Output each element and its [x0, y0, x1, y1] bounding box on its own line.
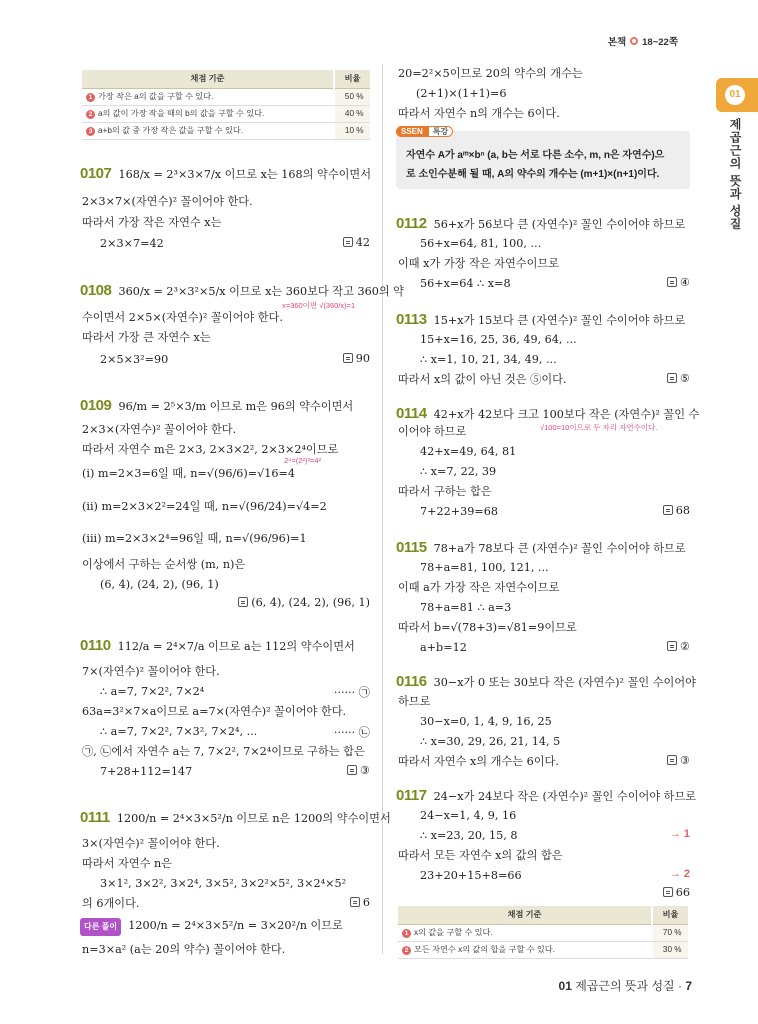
ssen-badge: SSEN 특강	[396, 126, 453, 137]
table-header-ratio: 비율	[334, 70, 370, 88]
solution-line: 수이면서 2×5×(자연수)² 꼴이어야 한다.	[82, 311, 283, 324]
solution-line: 따라서 x의 값이 아닌 것은 ⑤이다.	[398, 373, 567, 386]
solution-line: 78+a=81, 100, 121, ...	[420, 561, 549, 574]
solution-line: 20=2²×5이므로 20의 약수의 개수는	[398, 67, 583, 80]
side-note: x=360이면 √(360/x)=1	[282, 301, 356, 310]
solution-line: 78+a=81 ∴ a=3	[420, 601, 512, 614]
answer: ⑤	[667, 372, 690, 385]
solution-line: 56+x=64, 81, 100, ...	[420, 237, 542, 250]
solution-line: 56+x=64 ∴ x=8	[420, 277, 511, 290]
chapter-number: 01	[725, 85, 745, 105]
solution-line: 78+a가 78보다 큰 (자연수)² 꼴인 수이어야 하므로	[433, 542, 686, 555]
problem-number: 0109	[80, 397, 112, 414]
solution-line: 따라서 자연수 x의 개수는 6이다.	[398, 755, 559, 768]
grading-table-1	[82, 70, 370, 140]
answer: 68	[663, 504, 690, 517]
answer: 42	[343, 236, 370, 249]
solution-line: 24−x가 24보다 작은 (자연수)² 꼴인 수이어야 하므로	[433, 790, 697, 803]
solution-line: 7+22+39=68	[420, 505, 498, 518]
solution-line: ∴ a=7, 7×2², 7×3², 7×2⁴, ...	[100, 725, 258, 738]
solution-line: ∴ x=23, 20, 15, 8	[420, 829, 518, 842]
solution-line: 이때 x가 가장 작은 자연수이므로	[398, 257, 560, 270]
answer-icon	[350, 897, 360, 907]
table-row: 2 모든 자연수 x의 값의 합을 구할 수 있다. 30 %	[398, 941, 688, 958]
solution-line: 42+x=49, 64, 81	[420, 445, 517, 458]
page-footer: 01 제곱근의 뜻과 성질 · 7	[558, 979, 692, 993]
solution-line: 2×3×(자연수)² 꼴이어야 한다.	[82, 423, 237, 436]
footer-title: 제곱근의 뜻과 성질	[575, 979, 675, 993]
solution-line: 56+x가 56보다 큰 (자연수)² 꼴인 수이어야 하므로	[433, 218, 686, 231]
solution-line: (6, 4), (24, 2), (96, 1)	[100, 578, 219, 591]
chapter-tab	[716, 78, 758, 112]
solution-line: ∴ x=30, 29, 26, 21, 14, 5	[420, 735, 561, 748]
page-header	[608, 34, 678, 48]
answer-icon	[667, 641, 677, 651]
solution-line: 따라서 자연수 n의 개수는 6이다.	[398, 107, 560, 120]
solution-line: 2×5×3²=90	[100, 353, 169, 366]
solution-line: (i) m=2×3=6일 때, n=√(96/6)=√16=4	[82, 467, 296, 480]
answer-icon	[347, 765, 357, 775]
table-row: 3 a+b의 값 중 가장 작은 값을 구할 수 있다. 10 %	[82, 122, 370, 139]
answer: ④	[667, 276, 690, 289]
solution-line: a+b=12	[420, 641, 467, 654]
solution-line: 15+x가 15보다 큰 (자연수)² 꼴인 수이어야 하므로	[433, 314, 686, 327]
solution-line: 42+x가 42보다 크고 100보다 작은 (자연수)² 꼴인 수	[433, 408, 700, 421]
footer-chapter: 01	[558, 979, 572, 993]
problem-number: 0117	[396, 787, 427, 804]
answer-icon	[667, 373, 677, 383]
solution-line: 의 6개이다.	[82, 897, 140, 910]
solution-line: 따라서 자연수 n은	[82, 857, 172, 870]
circle-icon	[630, 37, 638, 45]
problem-number: 0107	[80, 165, 112, 182]
solution-line: 112/a = 2⁴×7/a 이므로 a는 112의 약수이면서	[117, 640, 355, 653]
chapter-title-vertical: 제곱근의 뜻과 성질	[728, 118, 742, 231]
solution-line: 15+x=16, 25, 36, 49, 64, ...	[420, 333, 577, 346]
answer: ②	[667, 640, 690, 653]
solution-line: 360/x = 2³×3²×5/x 이므로 x는 360보다 작고 360의 약	[118, 285, 404, 298]
answer: ③	[667, 754, 690, 767]
solution-line: 30−x가 0 또는 30보다 작은 (자연수)² 꼴인 수이어야	[433, 676, 696, 689]
solution-line: 168/x = 2³×3×7/x 이므로 x는 168의 약수이면서	[118, 168, 372, 181]
table-row: 1 x의 값을 구할 수 있다. 70 %	[398, 924, 688, 941]
ssen-line: 로 소인수분해 될 때, A의 약수의 개수는 (m+1)×(n+1)이다.	[406, 169, 660, 180]
solution-line: 따라서 자연수 m은 2×3, 2×3×2², 2×3×2⁴이므로	[82, 443, 339, 456]
solution-line: 따라서 모든 자연수 x의 값의 합은	[398, 849, 563, 862]
solution-line: n=3×a² (a는 20의 약수) 꼴이어야 한다.	[82, 943, 286, 956]
solution-line: 3×(자연수)² 꼴이어야 한다.	[82, 837, 220, 850]
problem-number: 0113	[396, 311, 427, 328]
problem-number: 0112	[396, 215, 427, 232]
solution-line: ∴ x=7, 22, 39	[420, 465, 497, 478]
ssen-line: 자연수 A가 aᵐ×bⁿ (a, b는 서로 다른 소수, m, n은 자연수)으	[406, 150, 665, 161]
answer: ③	[347, 764, 370, 777]
solution-line: 이어야 하므로	[398, 425, 467, 438]
solution-line: 30−x=0, 1, 4, 9, 16, 25	[420, 715, 552, 728]
answer-icon	[667, 277, 677, 287]
answer-icon	[343, 237, 353, 247]
solution-line: 2×3×7=42	[100, 237, 164, 250]
solution-line: ㉠, ㉡에서 자연수 a는 7, 7×2², 7×2⁴이므로 구하는 합은	[82, 745, 365, 758]
solution-line: (2+1)×(1+1)=6	[416, 87, 507, 100]
solution-line: 3×1², 3×2², 3×2⁴, 3×5², 3×2²×5², 3×2⁴×5²	[100, 877, 347, 890]
solution-line: 1200/n = 2⁴×3×5²/n = 3×20²/n 이므로	[128, 919, 343, 932]
solution-line: 하므로	[398, 695, 431, 708]
book-label: 본책	[607, 37, 627, 48]
problem-number: 0111	[80, 809, 110, 826]
table-header-ratio: 비율	[652, 906, 688, 924]
solution-line: ∴ x=1, 10, 21, 34, 49, ...	[420, 353, 557, 366]
problem-number: 0116	[396, 673, 427, 690]
page-number: 7	[685, 979, 692, 993]
problem-number: 0108	[80, 282, 112, 299]
solution-line: 24−x=1, 4, 9, 16	[420, 809, 517, 822]
table-row: 1 가장 작은 a의 값을 구할 수 있다. 50 %	[82, 88, 370, 105]
answer: 6	[350, 896, 370, 909]
answer-icon	[663, 887, 673, 897]
solution-line: 따라서 b=√(78+3)=√81=9이므로	[398, 621, 577, 634]
grading-table-2	[398, 906, 688, 959]
problem-number: 0110	[80, 637, 111, 654]
problem-number: 0115	[396, 539, 427, 556]
solution-line: (iii) m=2×3×2⁴=96일 때, n=√(96/96)=1	[82, 532, 307, 545]
solution-line: 따라서 구하는 합은	[398, 485, 492, 498]
answer-icon	[343, 353, 353, 363]
solution-line: ∴ a=7, 7×2², 7×2⁴	[100, 685, 205, 698]
answer-icon	[663, 505, 673, 515]
answer-icon	[667, 755, 677, 765]
step-marker: → 1	[669, 828, 690, 840]
page-range: 18~22쪽	[642, 37, 678, 48]
solution-line: 1200/n = 2⁴×3×5²/n 이므로 n은 1200의 약수이면서	[116, 812, 391, 825]
table-header-criteria: 채점 기준	[398, 906, 652, 924]
solution-line: 7×(자연수)² 꼴이어야 한다.	[82, 665, 220, 678]
solution-line: 96/m = 2⁵×3/m 이므로 m은 96의 약수이면서	[118, 400, 354, 413]
solution-line: 따라서 가장 큰 자연수 x는	[82, 331, 211, 344]
solution-line: 따라서 가장 작은 자연수 x는	[82, 216, 222, 229]
side-note: √100=10이므로 두 자리 자연수이다.	[540, 423, 658, 432]
answer: 66	[663, 886, 690, 899]
solution-line: 이상에서 구하는 순서쌍 (m, n)은	[82, 558, 246, 571]
solution-line: 2×3×7×(자연수)² 꼴이어야 한다.	[82, 195, 253, 208]
marker: ······ ㉡	[333, 726, 370, 739]
answer-icon	[238, 597, 248, 607]
other-solution-badge: 다른 풀이	[80, 918, 121, 936]
solution-line: 23+20+15+8=66	[420, 869, 522, 882]
table-row: 2 a의 값이 가장 작을 때의 b의 값을 구할 수 있다. 40 %	[82, 105, 370, 122]
answer: (6, 4), (24, 2), (96, 1)	[238, 596, 370, 609]
marker: ······ ㉠	[333, 686, 370, 699]
problem-number: 0114	[396, 405, 427, 422]
solution-line: 7+28+112=147	[100, 765, 193, 778]
answer: 90	[343, 352, 370, 365]
table-header-criteria: 채점 기준	[82, 70, 334, 88]
step-marker: → 2	[669, 868, 690, 880]
solution-line: 이때 a가 가장 작은 자연수이므로	[398, 581, 560, 594]
solution-line: 63a=3²×7×a이므로 a=7×(자연수)² 꼴이어야 한다.	[82, 705, 347, 718]
side-note: 2⁴=(2²)²=4²	[284, 456, 321, 465]
solution-line: (ii) m=2×3×2²=24일 때, n=√(96/24)=√4=2	[82, 500, 327, 513]
